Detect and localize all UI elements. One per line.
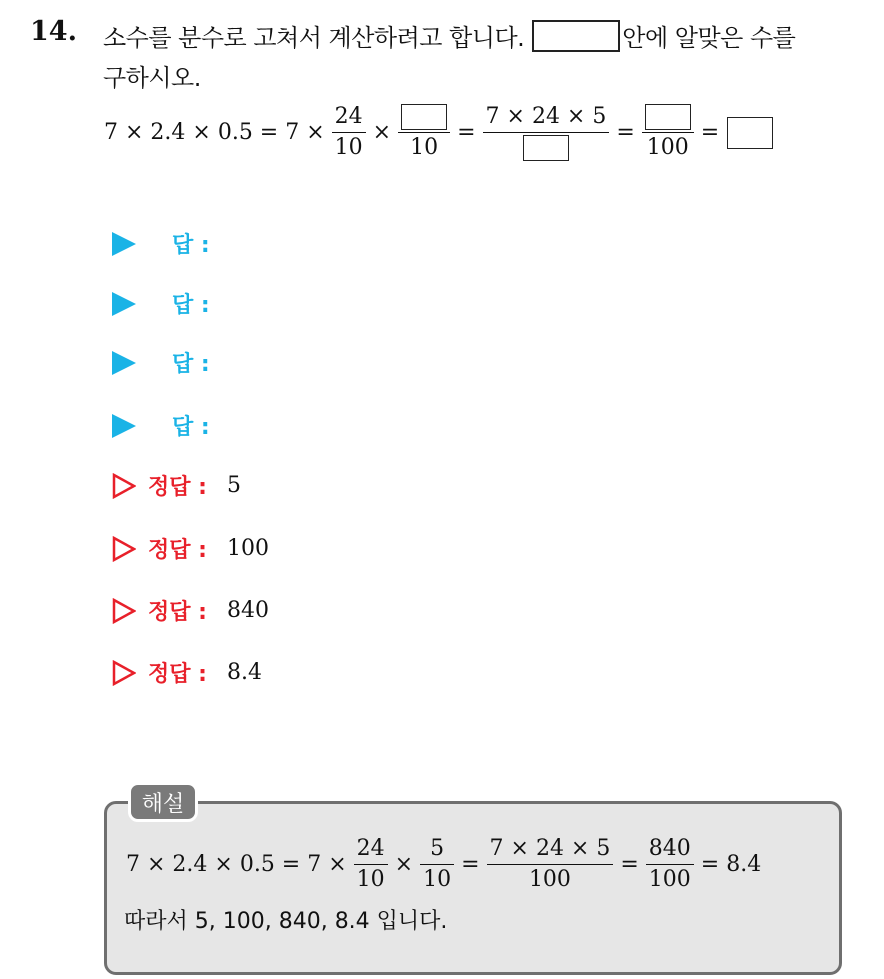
play-triangle-icon — [112, 351, 136, 375]
equation-lhs: 7 × 2.4 × 0.5 = 7 × — [104, 120, 325, 145]
answer-blank-1[interactable] — [401, 104, 447, 130]
answer-label: 답 : — [172, 352, 210, 377]
times-sign: × — [372, 120, 392, 145]
correct-answer-label: 정답 : — [148, 600, 207, 625]
fraction-product-over-blank — [483, 102, 610, 163]
answer-prompt-row[interactable] — [112, 347, 210, 378]
problem-equation — [100, 102, 773, 163]
fraction-numerator-blank — [642, 102, 694, 132]
fraction-denominator-blank — [520, 133, 572, 163]
explanation-equation — [122, 834, 765, 895]
fraction-numerator: 24 — [356, 836, 385, 861]
question-line-1 — [103, 18, 795, 53]
answer-label: 답 : — [172, 293, 210, 318]
fraction-numerator: 840 — [648, 836, 691, 861]
correct-answer-label: 정답 : — [148, 538, 207, 563]
outline-triangle-icon — [112, 473, 136, 499]
fraction-blank-over-10 — [398, 102, 450, 163]
fraction-840-over-100 — [646, 834, 694, 895]
fraction-numerator: 5 — [430, 836, 445, 861]
answer-label: 답 : — [172, 415, 210, 440]
times-sign: × — [394, 852, 414, 877]
correct-answer-value: 840 — [226, 598, 269, 623]
fraction-denominator: 10 — [334, 135, 363, 160]
correct-answer-label: 정답 : — [148, 662, 207, 687]
correct-answer-value: 5 — [226, 473, 241, 498]
correct-answer-row — [112, 533, 269, 564]
correct-answer-value: 8.4 — [226, 660, 262, 685]
correct-answer-label: 정답 : — [148, 475, 207, 500]
outline-triangle-icon — [112, 598, 136, 624]
correct-answer-row — [112, 470, 241, 501]
equals-sign: = — [616, 120, 635, 145]
play-triangle-icon — [112, 232, 136, 256]
answer-prompt-row[interactable] — [112, 410, 210, 441]
fraction-product-over-100 — [487, 834, 614, 895]
explanation-lhs: 7 × 2.4 × 0.5 = 7 × — [126, 852, 347, 877]
explanation-conclusion: 따라서 5, 100, 840, 8.4 입니다. — [124, 909, 448, 934]
play-triangle-icon — [112, 292, 136, 316]
fraction-24-over-10 — [332, 102, 366, 163]
fraction-denominator: 100 — [646, 135, 689, 160]
fraction-numerator: 7 × 24 × 5 — [485, 104, 607, 129]
equals-sign: = — [700, 120, 720, 145]
question-text-part1: 소수를 분수로 고쳐서 계산하려고 합니다. — [103, 24, 525, 52]
blank-box-legend — [532, 20, 620, 52]
answer-blank-2[interactable] — [523, 135, 569, 161]
fraction-denominator: 100 — [648, 867, 691, 892]
play-triangle-icon — [112, 414, 136, 438]
outline-triangle-icon — [112, 660, 136, 686]
equals-sign: = — [461, 852, 480, 877]
fraction-blank-over-100 — [642, 102, 694, 163]
fraction-numerator-blank — [398, 102, 450, 132]
equals-sign: = — [620, 852, 639, 877]
fraction-denominator: 10 — [356, 867, 385, 892]
fraction-numerator: 24 — [334, 104, 363, 129]
fraction-denominator: 100 — [528, 867, 571, 892]
answer-blank-4[interactable] — [727, 117, 773, 149]
answer-label: 답 : — [172, 233, 210, 258]
correct-answer-value: 100 — [226, 536, 269, 561]
answer-prompt-row[interactable] — [112, 228, 210, 259]
fraction-denominator: 10 — [410, 135, 439, 160]
outline-triangle-icon — [112, 536, 136, 562]
fraction-5-over-10 — [420, 834, 454, 895]
explanation-tag: 해설 — [128, 782, 198, 822]
correct-answer-row — [112, 595, 269, 626]
explanation-result: = 8.4 — [700, 852, 762, 877]
question-text-part2: 안에 알맞은 수를 — [622, 24, 796, 52]
answer-prompt-row[interactable] — [112, 288, 210, 319]
fraction-denominator: 10 — [423, 867, 452, 892]
question-line-2: 구하시오. — [103, 64, 201, 92]
equals-sign: = — [457, 120, 476, 145]
answer-blank-3[interactable] — [645, 104, 691, 130]
fraction-24-over-10 — [354, 834, 388, 895]
fraction-numerator: 7 × 24 × 5 — [489, 836, 611, 861]
question-number: 14. — [30, 16, 77, 47]
correct-answer-row — [112, 657, 262, 688]
